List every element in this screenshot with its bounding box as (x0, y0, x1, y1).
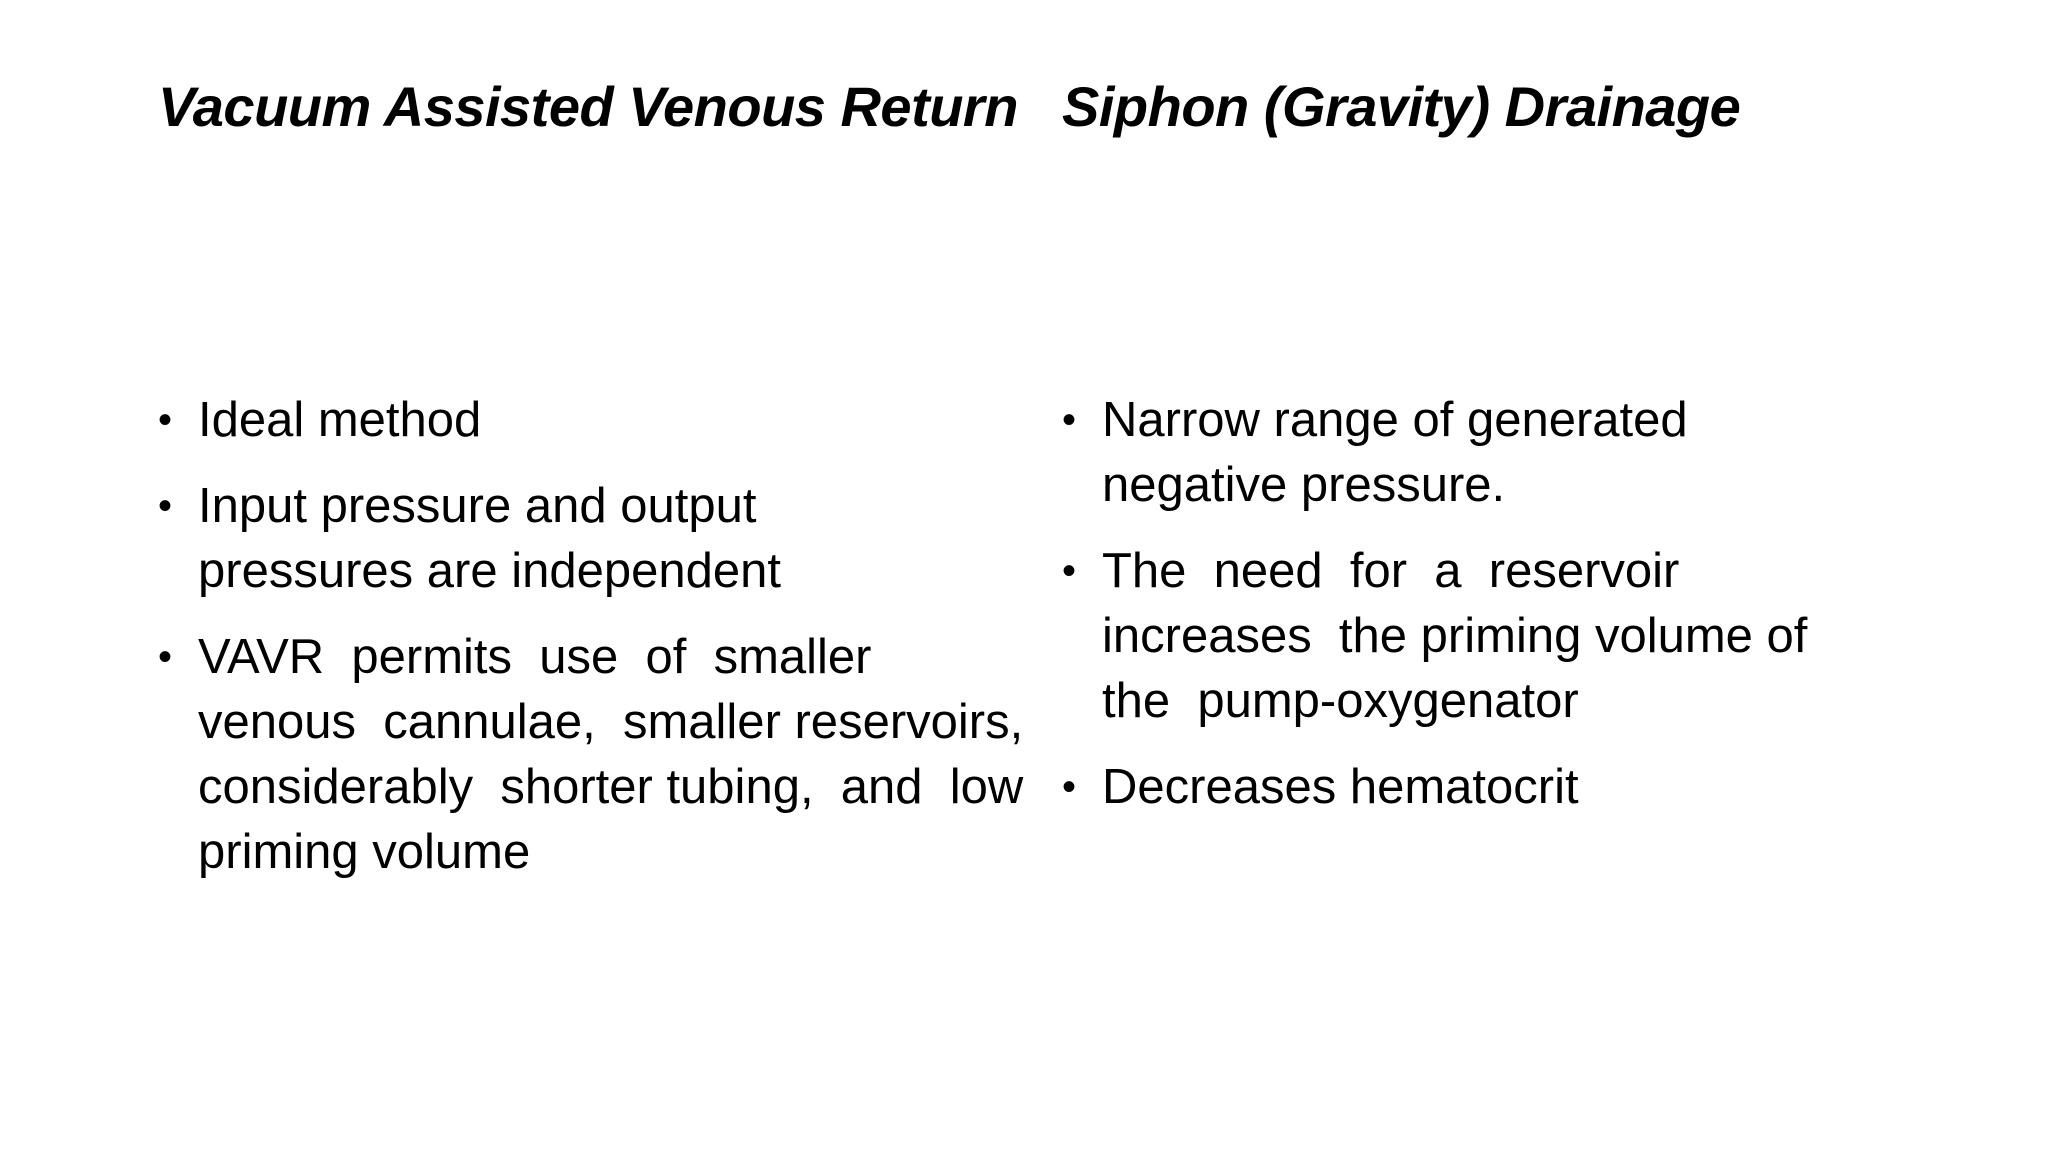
right-heading: Siphon (Gravity) Drainage (1062, 75, 1741, 138)
list-item (158, 474, 1018, 604)
bullet-text: The need for a reservoir increases the priming volume of the pump-oxygenator (1102, 544, 1835, 728)
list-item (158, 625, 1051, 885)
left-bullet-list (158, 388, 1051, 885)
list-item (158, 388, 1018, 453)
bullet-icon: • (158, 484, 173, 528)
bullet-text: Decreases hematocrit (1102, 760, 1579, 814)
list-item (1062, 388, 1922, 518)
bullet-icon: • (158, 398, 173, 442)
list-item (1062, 755, 1922, 820)
bullet-text: Narrow range of generated negative pressure. (1102, 393, 1688, 512)
bullet-icon: • (1062, 549, 1077, 593)
left-heading: Vacuum Assisted Venous Return (158, 75, 1018, 138)
bullet-text: VAVR permits use of smaller venous cannulae, smaller reservoirs, considerably shorter tubing, and low priming volume (198, 630, 1051, 879)
bullet-text: Ideal method (198, 393, 482, 447)
list-item (1062, 539, 1922, 734)
right-column-siphon (1062, 70, 1922, 841)
bullet-text: Input pressure and output pressures are independent (198, 479, 781, 598)
left-column-vavr (158, 70, 1051, 906)
bullet-icon: • (158, 635, 173, 679)
bullet-icon: • (1062, 398, 1077, 442)
right-bullet-list (1062, 388, 1922, 820)
bullet-icon: • (1062, 765, 1077, 809)
